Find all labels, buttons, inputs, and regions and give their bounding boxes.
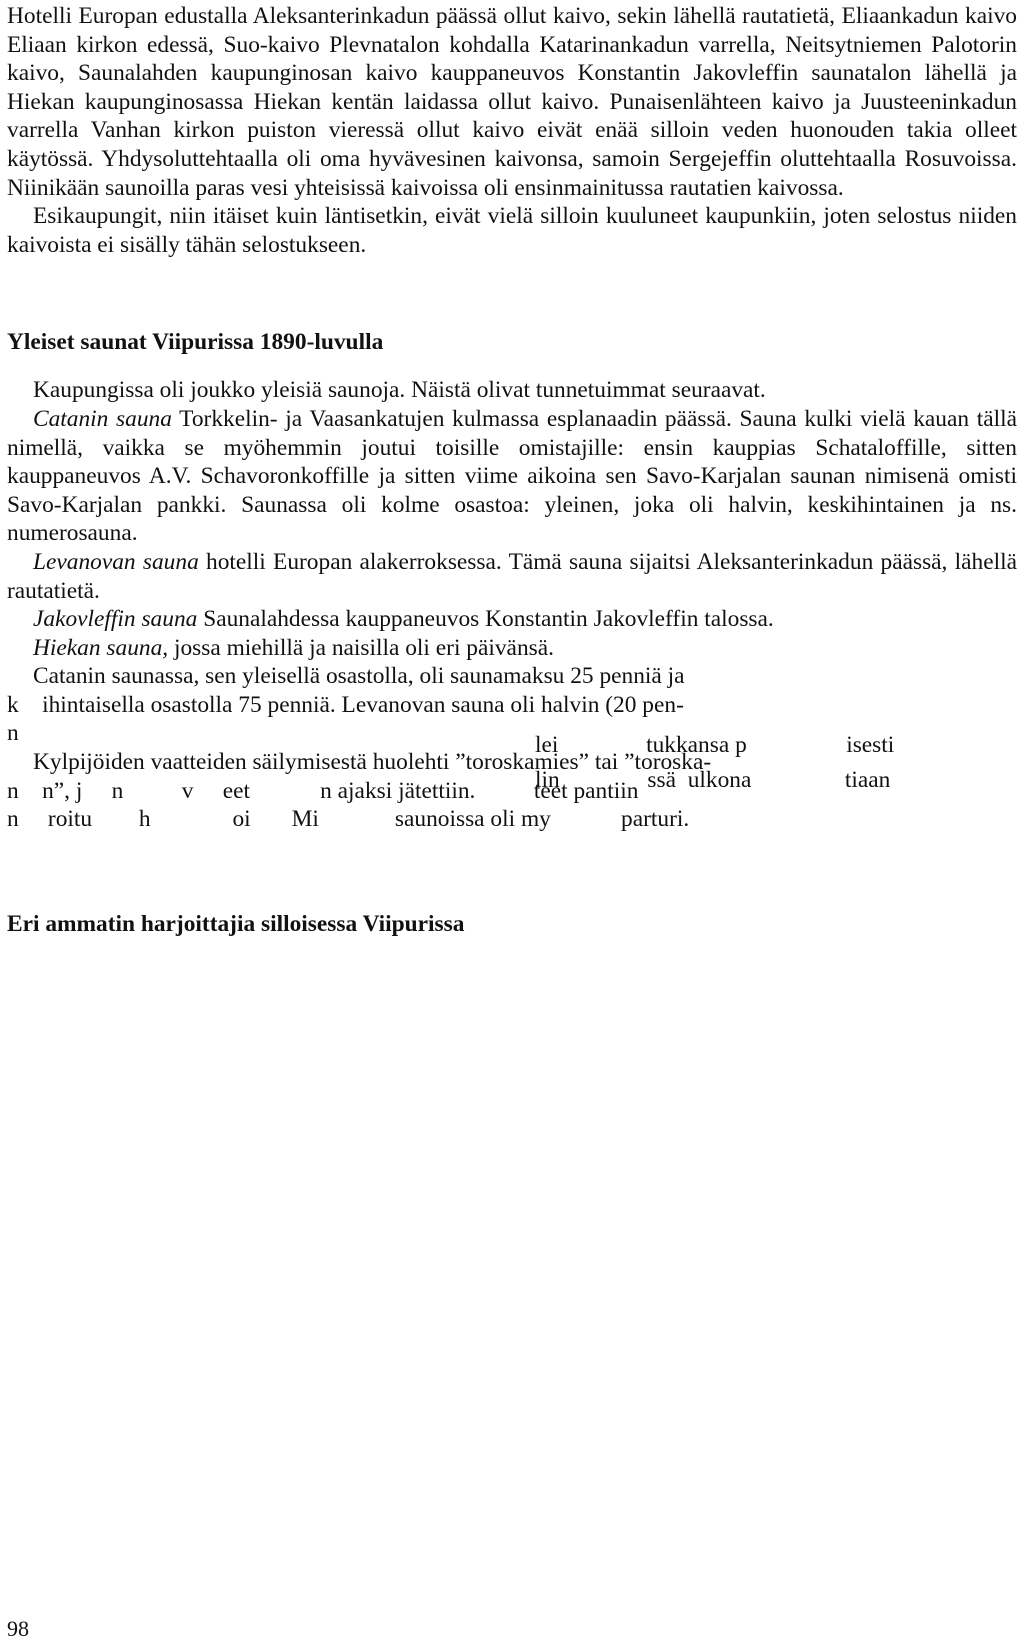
paragraph-levanovan-sauna bbox=[7, 548, 1017, 605]
paragraph-saunas-intro: Kaupungissa oli joukko yleisiä saunoja. Näistä olivat tunnetuimmat seuraavat. bbox=[33, 377, 766, 404]
levanovan-sauna-name: Levanovan sauna bbox=[33, 548, 199, 575]
fragment-line-2: lin ssä ulkona tiaan bbox=[535, 767, 891, 793]
hiekan-sauna-name: Hiekan sauna, bbox=[33, 634, 169, 661]
paragraph-hiekan-sauna bbox=[7, 634, 1017, 663]
paragraph-clothes-line-1: Kylpijöiden vaatteiden säilymisestä huolehti ”toroskamies” tai ”toroska- bbox=[33, 749, 712, 776]
jakovleffin-sauna-text: Saunalahdessa kauppaneuvos Konstantin Jakovleffin talossa. bbox=[197, 606, 774, 633]
fragment-line-1: lei tukkansa p isesti bbox=[535, 732, 895, 758]
levanovan-sauna-text: hotelli Europan alakerroksessa. Tämä sauna sijaitsi Aleksanterinkadun päässä, lähellä rautatietä. bbox=[7, 548, 1017, 604]
section-heading-professions: Eri ammatin harjoittajia silloisessa Viipurissa bbox=[7, 910, 465, 937]
document-page bbox=[7, 2, 1017, 938]
paragraph-clothes-line-3: n roitu h oi Mi saunoissa oli my parturi. bbox=[7, 806, 690, 833]
paragraph-prices-line-3: n bbox=[7, 720, 19, 747]
section-heading-saunas: Yleiset saunat Viipurissa 1890-luvulla bbox=[7, 329, 384, 356]
paragraph-prices-line-2: k ihintaisella osastolla 75 penniä. Levanovan sauna oli halvin (20 pen- bbox=[7, 691, 684, 718]
paragraph-clothes-line-2: n n”, j n v eet n ajaksi jätettiin. teet pantiin bbox=[7, 777, 639, 804]
catanin-sauna-name: Catanin sauna bbox=[33, 405, 172, 432]
paragraph-catanin-sauna bbox=[7, 405, 1017, 548]
paragraph-jakovleffin-sauna bbox=[7, 605, 1017, 634]
catanin-sauna-text: Torkkelin- ja Vaasankatujen kulmassa esplanaadin päässä. Sauna kulki vielä kauan tällä nimellä, vaikka se myöhemmin joutui toisille omistajille: ensin kauppias Schataloffille, sitten kauppaneuvos A.V. Schavoronkoffille ja sitten viime aikoina sen Savo-Karjalan saunan nimisenä omisti Savo-Karjalan pankki. Saunassa oli kolme osastoa: yleinen, joka oli halvin, keskihintainen ja ns. numerosauna. bbox=[7, 405, 1017, 547]
paragraph-prices-line-1: Catanin saunassa, sen yleisellä osastolla, oli saunamaksu 25 penniä ja bbox=[33, 663, 685, 690]
page-number: 98 bbox=[7, 1616, 29, 1641]
hiekan-sauna-text: jossa miehillä ja naisilla oli eri päivänsä. bbox=[168, 634, 554, 661]
paragraph-wells: Hotelli Europan edustalla Aleksanterinkadun päässä ollut kaivo, sekin lähellä rautatietä, Eliaankadun kaivo Eliaan kirkon edessä, Suo-kaivo Plevnatalon kohdalla Katarinankadun varrella, Neitsytniemen Palotorin kaivo, Saunalahden kaupunginosan kaivo kauppaneuvos Konstantin Jakovleffin saunatalon lähellä ja Hiekan kaupunginosassa Hiekan kentän laidassa ollut kaivo. Punaisenlähteen kaivo ja Juusteeninkadun varrella Vanhan kirkon puiston vieressä ollut kaivo eivät enää silloin veden huonouden takia olleet käytössä. Yhdysoluttehtaalla oli oma hyvävesinen kaivonsa, samoin Sergejeffin oluttehtaalla Rosuvoissa. Niinikään saunoilla paras vesi yhteisissä kaivoissa oli ensinmainitussa rautatien kaivossa. bbox=[7, 3, 1017, 201]
paragraph-suburbs: Esikaupungit, niin itäiset kuin läntisetkin, eivät vielä silloin kuuluneet kaupunkiin, joten selostus niiden kaivoista ei sisälly tähän selostukseen. bbox=[7, 203, 1017, 258]
jakovleffin-sauna-name: Jakovleffin sauna bbox=[33, 606, 198, 633]
